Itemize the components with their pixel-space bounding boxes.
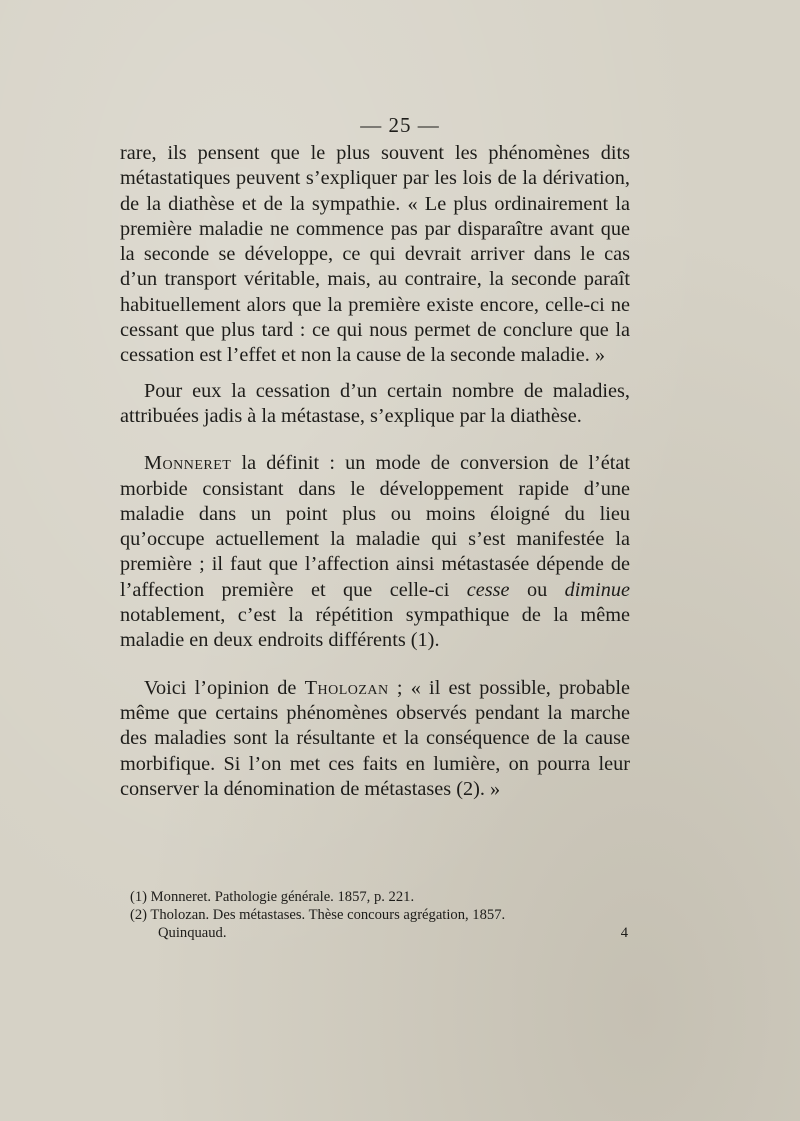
author-tholozan: Tholozan (304, 676, 389, 699)
paragraph-1: rare, ils pensent que le plus souvent les phénomènes dits métastatiques peuvent s’expliquer par les lois de la dérivation, de la diathèse et de la sympathie. « Le plus ordinairement la première maladie ne commence pas par disparaître avant que la seconde se développe, ce qui devrait arriver dans le cas d’un transport véritable, mais, au contraire, la seconde paraît habituellement alors que la première existe encore, celle-ci ne cessant que plus tard : ce qui nous permet de conclure que la cessation est l’effet et non la cause de la seconde maladie. » (120, 142, 630, 367)
paragraph-3-emphasis-diminue: diminue (564, 578, 630, 601)
footnote-1: (1) Monneret. Pathologie générale. 1857, p. 221. (130, 889, 415, 905)
paragraph-3-emphasis-cesse: cesse (466, 578, 510, 601)
footnotes (120, 888, 630, 942)
paragraph-3 (120, 451, 630, 653)
author-monneret: Monneret (144, 452, 232, 475)
footnote-2: (2) Tholozan. Des métastases. Thèse concours agrégation, 1857. (130, 907, 506, 923)
paragraph-3-text-2: ou (509, 578, 565, 601)
printer-signature: Quinquaud. (158, 925, 227, 941)
paragraph-3-text-1: la définit : un mode de conversion de l’état morbide consistant dans le développement rapide d’une maladie dans un point plus ou moins éloigné du lieu qu’occupe actuellement la maladie qui s’est manifestée la première ; il faut que l’affection ainsi métastasée dépende de l’affection première et que celle-ci (120, 452, 630, 601)
paragraph-4 (120, 676, 630, 802)
signature-mark: 4 (620, 925, 628, 941)
page-number: — 25 — (360, 113, 440, 137)
paragraph-4-text-1: Voici l’opinion de (144, 676, 305, 699)
paragraph-4-text-2: ; « il est possible, probable même que certains phénomènes observés pendant la marche des maladies sont la résultante et la conséquence de la cause morbifique. Si l’on met ces faits en lumière, on pourra leur conserver la dénomination de métastases (2). » (120, 676, 630, 800)
paragraph-3-text-3: notablement, c’est la répétition sympathique de la même maladie en deux endroits différents (1). (120, 604, 630, 652)
paragraph-2: Pour eux la cessation d’un certain nombre de maladies, attribuées jadis à la métastase, s’explique par la diathèse. (120, 379, 630, 427)
body-text (120, 141, 630, 802)
signature-row (120, 924, 630, 942)
